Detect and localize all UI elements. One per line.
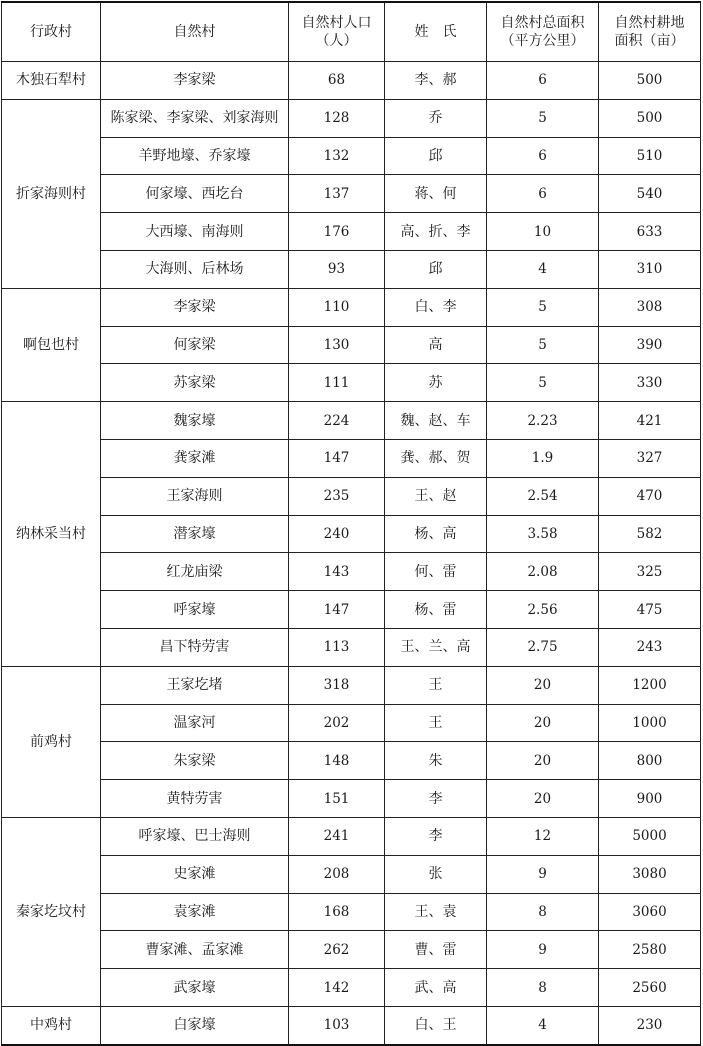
surname-cell: 高	[385, 326, 487, 364]
table-row	[2, 515, 701, 553]
total-area-cell: 5	[487, 326, 599, 364]
population-cell: 142	[289, 969, 385, 1007]
surname-cell: 何、雷	[385, 553, 487, 591]
table-row	[2, 1006, 701, 1044]
header-total-area-line1: 自然村总面积	[500, 15, 585, 31]
farmland-cell: 475	[599, 591, 701, 629]
header-total-area	[487, 2, 599, 62]
surname-cell: 白、李	[385, 288, 487, 326]
surname-cell: 王、袁	[385, 893, 487, 931]
surname-cell: 李	[385, 817, 487, 855]
total-area-cell: 5	[487, 364, 599, 402]
surname-cell: 杨、高	[385, 515, 487, 553]
admin-village-cell: 折家海则村	[2, 99, 101, 288]
total-area-cell: 8	[487, 893, 599, 931]
natural-village-cell: 大西壕、南海则	[101, 213, 289, 251]
total-area-cell: 20	[487, 666, 599, 704]
village-table	[1, 1, 701, 1046]
total-area-cell: 5	[487, 288, 599, 326]
total-area-cell: 9	[487, 931, 599, 969]
surname-cell: 苏	[385, 364, 487, 402]
total-area-cell: 2.75	[487, 628, 599, 666]
header-total-area-line2: （平方公里）	[500, 33, 585, 49]
surname-cell: 李、郝	[385, 62, 487, 100]
natural-village-cell: 大海则、后林场	[101, 250, 289, 288]
table-row	[2, 704, 701, 742]
population-cell: 176	[289, 213, 385, 251]
table-row	[2, 439, 701, 477]
farmland-cell: 2580	[599, 931, 701, 969]
table-row	[2, 591, 701, 629]
population-cell: 241	[289, 817, 385, 855]
table-row	[2, 326, 701, 364]
farmland-cell: 327	[599, 439, 701, 477]
natural-village-cell: 羊野地壕、乔家壕	[101, 137, 289, 175]
population-cell: 147	[289, 439, 385, 477]
farmland-cell: 540	[599, 175, 701, 213]
total-area-cell: 3.58	[487, 515, 599, 553]
population-cell: 151	[289, 780, 385, 818]
natural-village-cell: 昌下特劳害	[101, 628, 289, 666]
header-population-line2: （人）	[315, 33, 358, 49]
natural-village-cell: 曹家滩、孟家滩	[101, 931, 289, 969]
farmland-cell: 325	[599, 553, 701, 591]
farmland-cell: 800	[599, 742, 701, 780]
header-natural-village: 自然村	[101, 2, 289, 62]
population-cell: 68	[289, 62, 385, 100]
natural-village-cell: 龚家滩	[101, 439, 289, 477]
table-row	[2, 742, 701, 780]
natural-village-cell: 呼家壕、巴士海则	[101, 817, 289, 855]
population-cell: 318	[289, 666, 385, 704]
table-row	[2, 969, 701, 1007]
surname-cell: 蒋、何	[385, 175, 487, 213]
table-body	[2, 62, 701, 1045]
table-row	[2, 817, 701, 855]
farmland-cell: 310	[599, 250, 701, 288]
total-area-cell: 8	[487, 969, 599, 1007]
surname-cell: 邱	[385, 250, 487, 288]
admin-village-cell: 秦家圪坟村	[2, 817, 101, 1006]
total-area-cell: 20	[487, 780, 599, 818]
table-row	[2, 99, 701, 137]
population-cell: 208	[289, 855, 385, 893]
natural-village-cell: 史家滩	[101, 855, 289, 893]
natural-village-cell: 呼家壕	[101, 591, 289, 629]
population-cell: 224	[289, 402, 385, 440]
farmland-cell: 230	[599, 1006, 701, 1044]
admin-village-cell: 前鸡村	[2, 666, 101, 817]
farmland-cell: 582	[599, 515, 701, 553]
header-farmland-line1: 自然村耕地	[614, 15, 685, 31]
table-row	[2, 477, 701, 515]
total-area-cell: 9	[487, 855, 599, 893]
population-cell: 148	[289, 742, 385, 780]
farmland-cell: 3060	[599, 893, 701, 931]
table-row	[2, 931, 701, 969]
farmland-cell: 308	[599, 288, 701, 326]
header-surname: 姓 氏	[385, 2, 487, 62]
natural-village-cell: 袁家滩	[101, 893, 289, 931]
farmland-cell: 243	[599, 628, 701, 666]
surname-cell: 白、王	[385, 1006, 487, 1044]
total-area-cell: 10	[487, 213, 599, 251]
table-row	[2, 402, 701, 440]
farmland-cell: 900	[599, 780, 701, 818]
header-population-line1: 自然村人口	[301, 15, 372, 31]
farmland-cell: 510	[599, 137, 701, 175]
surname-cell: 王、赵	[385, 477, 487, 515]
surname-cell: 邱	[385, 137, 487, 175]
total-area-cell: 2.56	[487, 591, 599, 629]
table-row	[2, 364, 701, 402]
population-cell: 110	[289, 288, 385, 326]
total-area-cell: 20	[487, 704, 599, 742]
farmland-cell: 421	[599, 402, 701, 440]
natural-village-cell: 潜家壕	[101, 515, 289, 553]
table-row	[2, 893, 701, 931]
total-area-cell: 2.54	[487, 477, 599, 515]
population-cell: 103	[289, 1006, 385, 1044]
total-area-cell: 5	[487, 99, 599, 137]
farmland-cell: 1200	[599, 666, 701, 704]
table-row	[2, 288, 701, 326]
natural-village-cell: 武家壕	[101, 969, 289, 1007]
total-area-cell: 6	[487, 175, 599, 213]
header-population	[289, 2, 385, 62]
surname-cell: 乔	[385, 99, 487, 137]
header-farmland	[599, 2, 701, 62]
population-cell: 235	[289, 477, 385, 515]
farmland-cell: 633	[599, 213, 701, 251]
natural-village-cell: 何家壕、西圪台	[101, 175, 289, 213]
total-area-cell: 6	[487, 62, 599, 100]
population-cell: 240	[289, 515, 385, 553]
table-row	[2, 213, 701, 251]
farmland-cell: 500	[599, 99, 701, 137]
total-area-cell: 4	[487, 250, 599, 288]
surname-cell: 李	[385, 780, 487, 818]
total-area-cell: 12	[487, 817, 599, 855]
surname-cell: 王	[385, 666, 487, 704]
natural-village-cell: 朱家梁	[101, 742, 289, 780]
population-cell: 132	[289, 137, 385, 175]
population-cell: 262	[289, 931, 385, 969]
table-row	[2, 62, 701, 100]
table-row	[2, 855, 701, 893]
table-row	[2, 666, 701, 704]
table-row	[2, 780, 701, 818]
population-cell: 137	[289, 175, 385, 213]
surname-cell: 王	[385, 704, 487, 742]
surname-cell: 杨、雷	[385, 591, 487, 629]
total-area-cell: 2.23	[487, 402, 599, 440]
natural-village-cell: 王家海则	[101, 477, 289, 515]
population-cell: 143	[289, 553, 385, 591]
natural-village-cell: 何家梁	[101, 326, 289, 364]
surname-cell: 曹、雷	[385, 931, 487, 969]
natural-village-cell: 王家圪堵	[101, 666, 289, 704]
natural-village-cell: 红龙庙梁	[101, 553, 289, 591]
surname-cell: 高、折、李	[385, 213, 487, 251]
header-farmland-line2: 面积（亩）	[614, 33, 685, 49]
population-cell: 130	[289, 326, 385, 364]
natural-village-cell: 白家壕	[101, 1006, 289, 1044]
natural-village-cell: 黄特劳害	[101, 780, 289, 818]
farmland-cell: 5000	[599, 817, 701, 855]
farmland-cell: 470	[599, 477, 701, 515]
farmland-cell: 500	[599, 62, 701, 100]
natural-village-cell: 李家梁	[101, 288, 289, 326]
surname-cell: 张	[385, 855, 487, 893]
population-cell: 113	[289, 628, 385, 666]
farmland-cell: 3080	[599, 855, 701, 893]
admin-village-cell: 啊包也村	[2, 288, 101, 401]
population-cell: 128	[289, 99, 385, 137]
population-cell: 202	[289, 704, 385, 742]
population-cell: 168	[289, 893, 385, 931]
total-area-cell: 4	[487, 1006, 599, 1044]
admin-village-cell: 木独石犁村	[2, 62, 101, 100]
table-row	[2, 175, 701, 213]
population-cell: 93	[289, 250, 385, 288]
natural-village-cell: 李家梁	[101, 62, 289, 100]
table-row	[2, 628, 701, 666]
surname-cell: 王、兰、高	[385, 628, 487, 666]
farmland-cell: 390	[599, 326, 701, 364]
table-row	[2, 553, 701, 591]
farmland-cell: 1000	[599, 704, 701, 742]
admin-village-cell: 中鸡村	[2, 1006, 101, 1044]
total-area-cell: 1.9	[487, 439, 599, 477]
total-area-cell: 20	[487, 742, 599, 780]
table-row	[2, 137, 701, 175]
surname-cell: 魏、赵、车	[385, 402, 487, 440]
natural-village-cell: 苏家梁	[101, 364, 289, 402]
table-row	[2, 250, 701, 288]
population-cell: 111	[289, 364, 385, 402]
natural-village-cell: 魏家壕	[101, 402, 289, 440]
farmland-cell: 330	[599, 364, 701, 402]
natural-village-cell: 陈家梁、李家梁、刘家海则	[101, 99, 289, 137]
header-admin-village: 行政村	[2, 2, 101, 62]
farmland-cell: 2560	[599, 969, 701, 1007]
total-area-cell: 6	[487, 137, 599, 175]
population-cell: 147	[289, 591, 385, 629]
surname-cell: 朱	[385, 742, 487, 780]
table-header-row	[2, 2, 701, 62]
natural-village-cell: 温家河	[101, 704, 289, 742]
admin-village-cell: 纳林采当村	[2, 402, 101, 667]
total-area-cell: 2.08	[487, 553, 599, 591]
surname-cell: 武、高	[385, 969, 487, 1007]
village-table-container	[1, 1, 701, 1046]
surname-cell: 龚、郝、贺	[385, 439, 487, 477]
